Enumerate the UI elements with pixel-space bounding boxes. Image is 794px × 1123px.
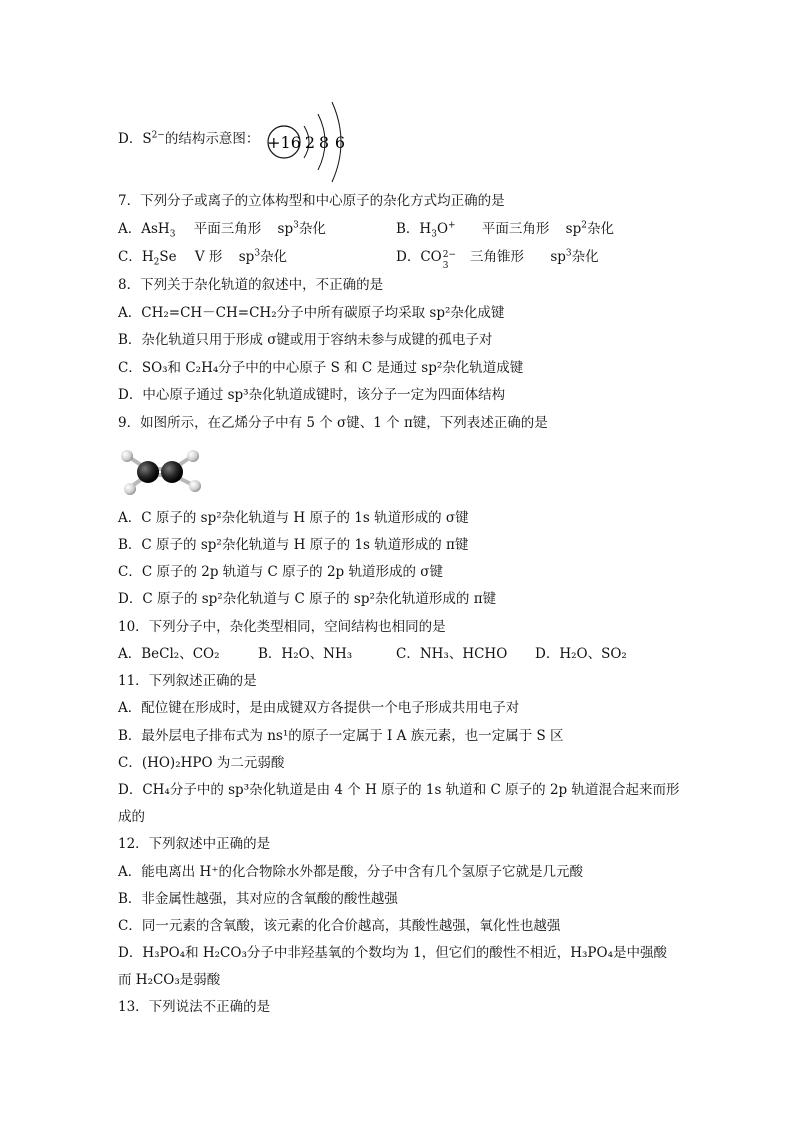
q8-option-b: B．杂化轨道只用于形成 σ键或用于容纳未参与成键的孤电子对	[118, 332, 493, 348]
hydrogen-atom	[124, 483, 136, 495]
q10-option-c: C．NH₃、HCHO	[396, 646, 508, 662]
q10-option-b: B．H₂O、NH₃	[258, 646, 353, 662]
q10-option-d: D．H₂O、SO₂	[535, 646, 627, 662]
q7-option-a: A．AsH$_3$ 平面三角形 $sp^3$杂化	[118, 220, 326, 240]
hydrogen-atom	[121, 450, 133, 462]
q12-option-c: C．同一元素的含氧酸，该元素的化合价越高，其酸性越强，氧化性也越强	[118, 918, 561, 934]
q11-option-b: B．最外层电子排布式为 ns¹的原子一定属于 I A 族元素，也一定属于 S 区	[118, 728, 564, 744]
hydrogen-atom	[189, 480, 201, 492]
q7-option-d: D．CO 2− 3 三角锥形 $sp^3$杂化	[396, 248, 599, 271]
q12-option-b: B．非金属性越强，其对应的含氧酸的酸性越强	[118, 891, 398, 907]
q8-option-d: D．中心原子通过 sp³杂化轨道成键时，该分子一定为四面体结构	[118, 387, 506, 403]
q8-option-a: A．CH₂=CH－CH=CH₂分子中所有碳原子均采取 sp²杂化成键	[118, 305, 505, 321]
ethylene-ball-stick-model	[117, 445, 207, 497]
carbon-atom	[137, 461, 159, 483]
shell-electrons-3: 6	[334, 133, 346, 152]
q10-option-a: A．BeCl₂、CO₂	[118, 646, 220, 662]
q8-option-c: C．SO₃和 C₂H₄分子中的中心原子 S 和 C 是通过 sp²杂化轨道成键	[118, 360, 524, 376]
q9-option-d: D．C 原子的 sp²杂化轨道与 C 原子的 sp²杂化轨道形成的 π键	[118, 591, 497, 607]
q9-option-a: A．C 原子的 sp²杂化轨道与 H 原子的 1s 轨道形成的 σ键	[118, 510, 469, 526]
shell-electrons-1: 2	[304, 133, 316, 152]
q12-option-d-line1: D．H₃PO₄和 H₂CO₃分子中非羟基氧的个数均为 1，但它们的酸性不相近，H₃PO₄是中强酸	[118, 945, 667, 961]
q11-stem: 11．下列叙述正确的是	[118, 673, 257, 689]
q7-option-c: C．$H_2Se$ V 形 $sp^3$杂化	[118, 248, 288, 268]
q9-stem: 9．如图所示，在乙烯分子中有 5 个 σ键、1 个 π键，下列表述正确的是	[118, 415, 548, 431]
q7-option-b: B．$H_3O^+$ 平面三角形 $sp^2$杂化	[396, 220, 614, 240]
shell-electrons-2: 8	[318, 133, 330, 152]
q6-option-d: D．$S^{2-}$的结构示意图：	[118, 130, 260, 147]
q8-stem: 8．下列关于杂化轨道的叙述中，不正确的是	[118, 277, 384, 293]
q11-option-d-line2: 成的	[118, 809, 145, 825]
carbon-atom	[161, 461, 183, 483]
hydrogen-atom	[187, 450, 199, 462]
q7-stem: 7．下列分子或离子的立体构型和中心原子的杂化方式均正确的是	[118, 193, 505, 209]
q11-option-c: C．(HO)₂HPO 为二元弱酸	[118, 755, 285, 771]
q11-option-a: A．配位键在形成时，是由成键双方各提供一个电子形成共用电子对	[118, 700, 520, 716]
q11-option-d-line1: D．CH₄分子中的 sp³杂化轨道是由 4 个 H 原子的 1s 轨道和 C 原子的 2p 轨道混合起来而形	[118, 782, 680, 798]
q13-stem: 13．下列说法不正确的是	[118, 999, 271, 1015]
q12-stem: 12．下列叙述中正确的是	[118, 836, 271, 852]
q12-option-a: A．能电离出 H⁺的化合物除水外都是酸，分子中含有几个氢原子它就是几元酸	[118, 864, 583, 880]
q10-stem: 10．下列分子中，杂化类型相同，空间结构也相同的是	[118, 619, 446, 635]
nucleus-charge: +16	[267, 133, 301, 152]
sulfur-ion-structure-diagram	[260, 96, 360, 188]
q9-option-c: C．C 原子的 2p 轨道与 C 原子的 2p 轨道形成的 σ键	[118, 564, 443, 580]
q12-option-d-line2: 而 H₂CO₃是弱酸	[118, 972, 221, 988]
q9-option-b: B．C 原子的 sp²杂化轨道与 H 原子的 1s 轨道形成的 π键	[118, 537, 469, 553]
